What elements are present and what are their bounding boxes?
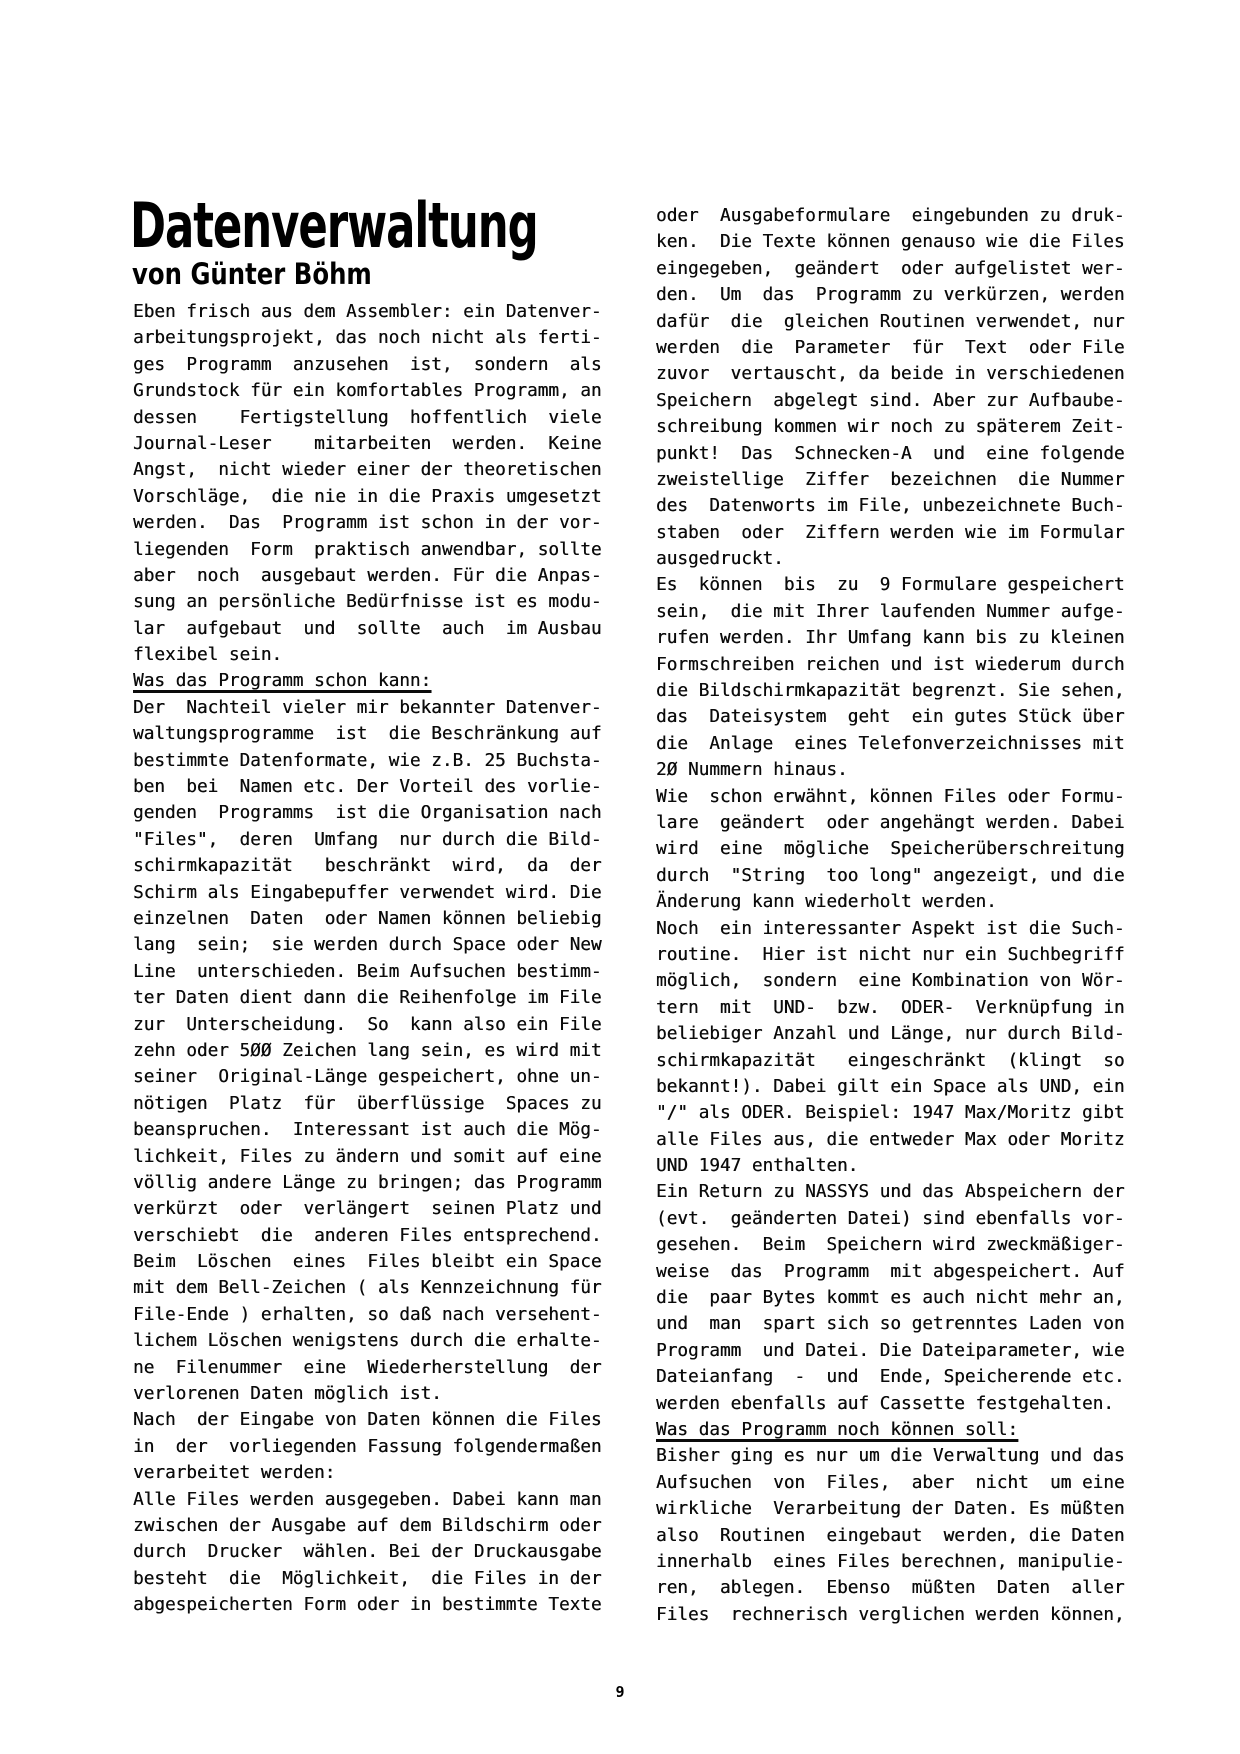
text-line: verlorenen Daten möglich ist.	[133, 1384, 442, 1405]
text-line: alle Files aus, die entweder Max oder Moritz	[656, 1129, 1125, 1150]
text-line: bestimmte Datenformate, wie z.B. 25 Buchsta-	[133, 750, 602, 771]
text-line: Speichern abgelegt sind. Aber zur Aufbaube-	[656, 390, 1125, 411]
text-line: genden Programms ist die Organisation nach	[133, 803, 602, 824]
section-heading: Was das Programm schon kann:	[133, 671, 432, 692]
text-line: wirkliche Verarbeitung der Daten. Es müßten	[656, 1499, 1125, 1520]
text-line: dessen Fertigstellung hoffentlich viele	[133, 407, 602, 428]
text-line: die Anlage eines Telefonverzeichnisses mit	[656, 733, 1125, 754]
text-line: lichem Löschen wenigstens durch die erhalte-	[133, 1331, 602, 1352]
text-line: (evt. geänderten Datei) sind ebenfalls vor-	[656, 1208, 1125, 1229]
text-line: File-Ende ) erhalten, so daß nach versehent-	[133, 1304, 602, 1325]
text-line: zur Unterscheidung. So kann also ein File	[133, 1014, 602, 1035]
text-line: schirmkapazität beschränkt wird, da der	[133, 856, 602, 877]
text-line: ren, ablegen. Ebenso müßten Daten aller	[656, 1578, 1125, 1599]
text-line: das Dateisystem geht ein gutes Stück über	[656, 707, 1125, 728]
text-line: aber noch ausgebaut werden. Für die Anpas-	[133, 565, 602, 586]
text-line: Änderung kann wiederholt werden.	[656, 892, 997, 913]
text-line: "/" als ODER. Beispiel: 1947 Max/Moritz gibt	[656, 1103, 1125, 1124]
article-byline: von Günter Böhm	[132, 257, 372, 291]
text-line: Schirm als Eingabepuffer verwendet wird. Die	[133, 882, 602, 903]
text-line: also Routinen eingebaut werden, die Daten	[656, 1525, 1125, 1546]
text-line: lichkeit, Files zu ändern und somit auf eine	[133, 1146, 602, 1167]
text-line: seiner Original-Länge gespeichert, ohne un-	[133, 1067, 602, 1088]
text-line: Formschreiben reichen und ist wiederum durch	[656, 654, 1125, 675]
text-line: routine. Hier ist nicht nur ein Suchbegriff	[656, 944, 1125, 965]
text-line: staben oder Ziffern werden wie im Formular	[656, 522, 1125, 543]
text-line: Noch ein interessanter Aspekt ist die Such-	[656, 918, 1125, 939]
text-line: Ein Return zu NASSYS und das Abspeichern der	[656, 1182, 1125, 1203]
text-line: einzelnen Daten oder Namen können beliebig	[133, 908, 602, 929]
text-line: Aufsuchen von Files, aber nicht um eine	[656, 1472, 1125, 1493]
text-line: weise das Programm mit abgespeichert. Auf	[656, 1261, 1125, 1282]
text-line: und man spart sich so getrenntes Laden von	[656, 1314, 1125, 1335]
text-line: zehn oder 5ØØ Zeichen lang sein, es wird mit	[133, 1040, 602, 1061]
text-line: beanspruchen. Interessant ist auch die Mög-	[133, 1120, 602, 1141]
text-line: Nach der Eingabe von Daten können die Files	[133, 1410, 602, 1431]
text-line: gesehen. Beim Speichern wird zweckmäßiger-	[656, 1235, 1125, 1256]
text-line: Line unterschieden. Beim Aufsuchen bestimm-	[133, 961, 602, 982]
text-line: Vorschläge, die nie in die Praxis umgesetzt	[133, 486, 602, 507]
text-line: sein, die mit Ihrer laufenden Nummer aufge-	[656, 601, 1125, 622]
text-line: durch Drucker wählen. Bei der Druckausgabe	[133, 1542, 602, 1563]
right-column	[656, 203, 1125, 1628]
text-line: ken. Die Texte können genauso wie die Files	[656, 232, 1125, 253]
text-line: flexibel sein.	[133, 645, 283, 666]
text-line: möglich, sondern eine Kombination von Wör-	[656, 971, 1125, 992]
text-line: Wie schon erwähnt, können Files oder Formu-	[656, 786, 1125, 807]
text-line: schreibung kommen wir noch zu späterem Zeit-	[656, 417, 1125, 438]
text-line: verschiebt die anderen Files entsprechend.	[133, 1225, 602, 1246]
text-line: liegenden Form praktisch anwendbar, sollte	[133, 539, 602, 560]
section-heading: Was das Programm noch können soll:	[656, 1419, 1019, 1440]
text-line: ne Filenummer eine Wiederherstellung der	[133, 1357, 602, 1378]
text-line: die paar Bytes kommt es auch nicht mehr an,	[656, 1288, 1125, 1309]
text-line: abgespeicherten Form oder in bestimmte Texte	[133, 1595, 602, 1616]
text-line: Angst, nicht wieder einer der theoretischen	[133, 460, 602, 481]
text-line: eingegeben, geändert oder aufgelistet wer-	[656, 258, 1125, 279]
text-line: UND 1947 enthalten.	[656, 1156, 859, 1177]
text-line: werden ebenfalls auf Cassette festgehalten.	[656, 1393, 1114, 1414]
text-line: oder Ausgabeformulare eingebunden zu druk-	[656, 206, 1125, 226]
text-line: verarbeitet werden:	[133, 1463, 336, 1484]
article-title: Datenverwaltung	[130, 189, 538, 262]
page-number: 9	[615, 1683, 625, 1701]
text-line: lare geändert oder angehängt werden. Dabei	[656, 812, 1125, 833]
text-line: durch "String too long" angezeigt, und die	[656, 865, 1125, 886]
text-line: innerhalb eines Files berechnen, manipulie-	[656, 1551, 1125, 1572]
left-column	[133, 299, 602, 1619]
text-line: Dateianfang - und Ende, Speicherende etc.	[656, 1367, 1125, 1388]
text-line: nötigen Platz für überflüssige Spaces zu	[133, 1093, 602, 1114]
text-line: schirmkapazität eingeschränkt (klingt so	[656, 1050, 1125, 1071]
text-line: des Datenworts im File, unbezeichnete Buch-	[656, 496, 1125, 517]
text-line: verkürzt oder verlängert seinen Platz und	[133, 1199, 602, 1220]
text-line: in der vorliegenden Fassung folgendermaßen	[133, 1436, 602, 1457]
text-line: "Files", deren Umfang nur durch die Bild-	[133, 829, 602, 850]
text-line: rufen werden. Ihr Umfang kann bis zu kleinen	[656, 628, 1125, 649]
text-line: werden. Das Programm ist schon in der vor-	[133, 513, 602, 534]
text-line: Eben frisch aus dem Assembler: ein Datenver-	[133, 302, 602, 322]
text-line: Journal-Leser mitarbeiten werden. Keine	[133, 433, 602, 454]
text-line: zweistellige Ziffer bezeichnen die Nummer	[656, 469, 1125, 490]
text-line: Files rechnerisch verglichen werden können,	[656, 1604, 1125, 1625]
text-line: den. Um das Programm zu verkürzen, werden	[656, 285, 1125, 306]
text-line: besteht die Möglichkeit, die Files in der	[133, 1568, 602, 1589]
text-line: ter Daten dient dann die Reihenfolge im File	[133, 988, 602, 1009]
text-line: beliebiger Anzahl und Länge, nur durch Bild-	[656, 1024, 1125, 1045]
text-line: lar aufgebaut und sollte auch im Ausbau	[133, 618, 602, 639]
text-line: Beim Löschen eines Files bleibt ein Space	[133, 1252, 602, 1273]
text-line: punkt! Das Schnecken-A und eine folgende	[656, 443, 1125, 464]
text-line: Bisher ging es nur um die Verwaltung und das	[656, 1446, 1125, 1467]
text-line: tern mit UND- bzw. ODER- Verknüpfung in	[656, 997, 1125, 1018]
text-line: arbeitungsprojekt, das noch nicht als ferti-	[133, 328, 602, 349]
text-line: waltungsprogramme ist die Beschränkung auf	[133, 724, 602, 745]
text-line: zuvor vertauscht, da beide in verschiedenen	[656, 364, 1125, 385]
text-line: ben bei Namen etc. Der Vorteil des vorlie-	[133, 777, 602, 798]
text-line: Es können bis zu 9 Formulare gespeichert	[656, 575, 1125, 596]
text-line: bekannt!). Dabei gilt ein Space als UND, ein	[656, 1076, 1125, 1097]
text-line: sung an persönliche Bedürfnisse ist es modu-	[133, 592, 602, 613]
text-line: Der Nachteil vieler mir bekannter Datenver-	[133, 697, 602, 718]
text-line: völlig andere Länge zu bringen; das Programm	[133, 1172, 602, 1193]
text-line: ausgedruckt.	[656, 549, 784, 570]
text-line: ges Programm anzusehen ist, sondern als	[133, 354, 602, 375]
text-line: lang sein; sie werden durch Space oder New	[133, 935, 602, 956]
text-line: die Bildschirmkapazität begrenzt. Sie sehen,	[656, 681, 1125, 702]
text-line: dafür die gleichen Routinen verwendet, nur	[656, 311, 1125, 332]
text-line: Programm und Datei. Die Dateiparameter, wie	[656, 1340, 1125, 1361]
text-line: Alle Files werden ausgegeben. Dabei kann man	[133, 1489, 602, 1510]
text-line: werden die Parameter für Text oder File	[656, 337, 1125, 358]
text-line: wird eine mögliche Speicherüberschreitung	[656, 839, 1125, 860]
text-line: mit dem Bell-Zeichen ( als Kennzeichnung für	[133, 1278, 602, 1299]
text-line: Grundstock für ein komfortables Programm, an	[133, 381, 602, 402]
text-line: 2Ø Nummern hinaus.	[656, 760, 848, 781]
text-line: zwischen der Ausgabe auf dem Bildschirm oder	[133, 1515, 602, 1536]
